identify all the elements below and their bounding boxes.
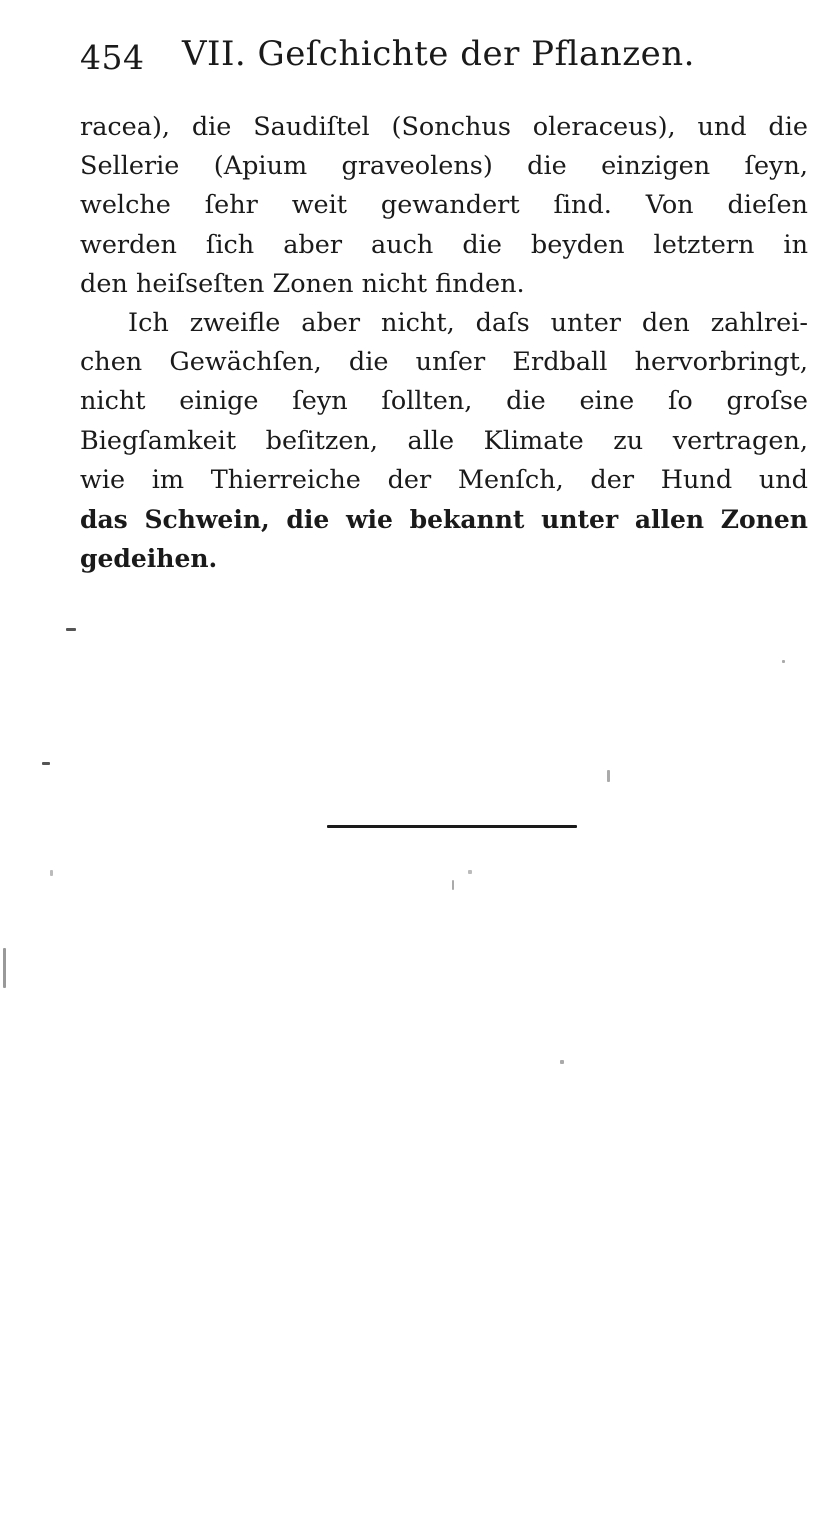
text-line: nicht einige ſeyn ſollten, die eine ſo groſse (80, 386, 808, 417)
paper-speck (3, 948, 6, 988)
paragraph-1 (80, 108, 808, 304)
paper-speck (782, 660, 785, 663)
text-line: den heiſseſten Zonen nicht finden. (80, 268, 525, 299)
page-number: 454 (80, 38, 145, 77)
section-end-rule (327, 825, 577, 828)
paper-speck (468, 870, 472, 874)
paper-speck (50, 870, 53, 876)
paper-speck (560, 1060, 564, 1064)
paper-speck (42, 762, 50, 765)
running-title: VII. Geſchichte der Pflanzen. (182, 34, 695, 74)
text-line: Ich zweifle aber nicht, daſs unter den zahlrei- (128, 307, 808, 338)
paper-speck (66, 628, 76, 631)
running-header (80, 28, 800, 84)
text-line: welche ſehr weit gewandert ſind. Von dieſen (80, 190, 808, 221)
paper-speck (607, 770, 610, 782)
paper-speck (452, 880, 454, 890)
text-line: das Schwein, die wie bekannt unter allen Zonen (80, 504, 808, 534)
text-line: gedeihen. (80, 544, 218, 574)
paragraph-2 (80, 304, 808, 578)
body-text (80, 108, 808, 578)
text-line: Sellerie (Apium graveolens) die einzigen ſeyn, (80, 151, 808, 182)
text-line: Biegſamkeit beſitzen, alle Klimate zu vertragen, (80, 425, 808, 456)
text-line: wie im Thierreiche der Menſch, der Hund und (80, 464, 808, 495)
text-line: chen Gewächſen, die unſer Erdball hervorbringt, (80, 347, 808, 378)
text-line: werden ſich aber auch die beyden letztern in (80, 229, 808, 260)
text-line: racea), die Saudiſtel (Sonchus oleraceus), und die (80, 112, 808, 142)
